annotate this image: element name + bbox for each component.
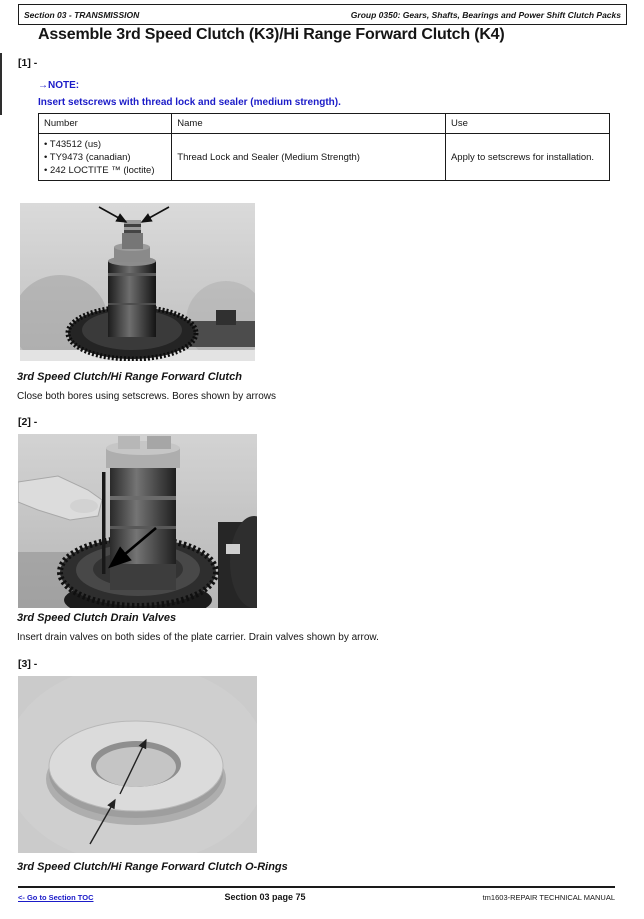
step-2-label: [2] - [18,416,38,428]
page-title: Assemble 3rd Speed Clutch (K3)/Hi Range Forward Clutch (K4) [38,26,505,43]
drain-valve-pin [102,472,106,574]
page-number-label: Section 03 page 75 [224,892,306,902]
step-1-label: [1] - [18,57,38,69]
flange-bolt [226,544,240,554]
figure-2-caption: 3rd Speed Clutch Drain Valves [17,612,177,624]
column-header-use: Use [445,114,609,134]
footer-divider [18,886,615,888]
manual-name-label: tm1603-REPAIR TECHNICAL MANUAL [482,893,615,902]
table-header-row [39,114,610,134]
number-cell [39,134,172,181]
figure-3-photo [18,676,257,853]
parts-table [38,113,610,181]
number-item: • T43512 (us) [44,138,102,150]
step-3-label: [3] - [18,658,38,670]
note-heading: →NOTE: [38,80,80,91]
figure-3-caption: 3rd Speed Clutch/Hi Range Forward Clutch O-Rings [17,861,288,873]
name-cell: Thread Lock and Sealer (Medium Strength) [172,134,446,181]
figure-2-photo [18,434,257,608]
column-header-name: Name [172,114,446,134]
figure-1-photo [20,203,255,361]
note-text: Insert setscrews with thread lock and sealer (medium strength). [38,97,341,108]
header-group-label: Group 0350: Gears, Shafts, Bearings and Power Shift Clutch Packs [350,9,621,20]
figure-2-description: Insert drain valves on both sides of the plate carrier. Drain valves shown by arrow. [17,632,379,643]
header-section-label: Section 03 - TRANSMISSION [24,9,140,20]
number-item: • TY9473 (canadian) [44,151,131,163]
table-row [39,134,610,181]
scan-edge-artifact [0,53,2,115]
washer-hole [96,747,176,787]
clamp [216,310,236,325]
page-header [18,4,627,25]
figure-1-description: Close both bores using setscrews. Bores shown by arrows [17,391,277,402]
figure-1-caption: 3rd Speed Clutch/Hi Range Forward Clutch [17,371,242,383]
use-cell: Apply to setscrews for installation. [445,134,609,181]
number-item: • 242 LOCTITE ™ (loctite) [44,164,155,176]
column-header-number: Number [39,114,172,134]
clutch-cylinder [110,460,176,564]
clutch-shaft [108,261,156,337]
toc-link[interactable]: <- Go to Section TOC [18,893,94,902]
